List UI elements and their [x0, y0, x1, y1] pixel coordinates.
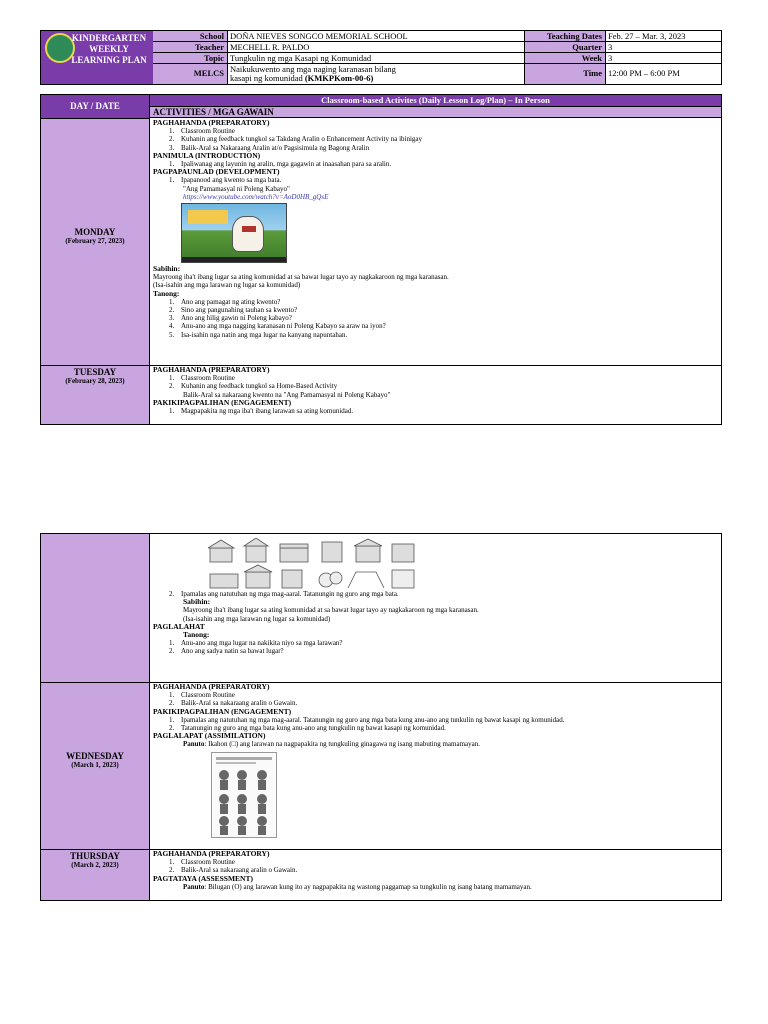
thursday-label: THURSDAY — [70, 851, 120, 861]
video-thumbnail[interactable] — [181, 203, 287, 263]
tuesday-content: PAGHAHANDA (PREPARATORY) 1. Classroom Routine 2. Kuhanin ang feedback tungkol sa Home-Based Activity Balik-Aral sa nakaraang kwento na "Ang Pamamasyal ni Poleng Kabayo" PAKIKIPAGPALIHAN (ENGAGEMENT) 1. Magpapakita ng mga iba't ibang larawan sa ating komunidad. — [153, 366, 391, 416]
wednesday-content: PAGHAHANDA (PREPARATORY) 1. Classroom Routine 2. Balik-Aral sa nakaraang aralin o Gawain. PAKIKIPAGPALIHAN (ENGAGEMENT) 1. Ipamalas ang natutuhan ng mga mag-aaral. Tatanungin ng guro ang mga bata kung anu-ano ang tunkulin ng bawat kasapi ng komunidad. 2. Tatanungin ng guro ang mga bata kung anu-ano ang tungkulin ng bawat kasapi ng komunidad. PAGLALAPAT (ASSIMILATION) Panuto: Ikahon (□) ang larawan na nagpapakita ng tungkuling ginagawa ng isang mabuting mamamayan. — [150, 683, 721, 850]
quarter-label: Quarter — [525, 42, 605, 53]
tuesday-cell — [41, 366, 150, 424]
teacher-label: Teacher — [153, 42, 227, 53]
wednesday-label: WEDNESDAY — [66, 751, 124, 761]
park-icon — [319, 572, 342, 587]
hospital-icon — [392, 544, 414, 562]
tuesday-date: (February 28, 2023) — [65, 377, 125, 385]
dates-value: Feb. 27 – Mar. 3, 2023 — [606, 31, 721, 42]
quarter-value: 3 — [606, 42, 721, 53]
plan-table-page-2 — [40, 533, 722, 901]
dates-label: Teaching Dates — [525, 31, 605, 42]
melcs-label: MELCS — [193, 68, 224, 78]
youtube-link[interactable]: https://www.youtube.com/watch?v=AoD0HB_gQsE — [183, 192, 329, 201]
time-label: Time — [583, 68, 602, 78]
plan-table-page-1 — [40, 94, 722, 425]
playground-icon — [348, 572, 384, 588]
melcs-code: (KMKPKom-00-6) — [304, 73, 374, 83]
hall-icon — [354, 539, 382, 562]
wednesday-cell — [41, 683, 150, 850]
school-icon — [280, 544, 308, 562]
thursday-date: (March 2, 2023) — [71, 861, 119, 869]
time-value: 12:00 PM – 6:00 PM — [608, 68, 680, 78]
title-block — [41, 31, 154, 84]
monday-label: MONDAY — [74, 227, 116, 237]
store-icon — [322, 542, 342, 562]
market-icon — [210, 574, 238, 588]
topic-value: Tungkulin ng mga Kasapi ng Komunidad — [228, 53, 524, 64]
title-line-3: LEARNING PLAN — [71, 55, 147, 65]
worksheet-image — [211, 752, 277, 838]
topic-label: Topic — [153, 53, 227, 64]
week-value: 3 — [606, 53, 721, 64]
monday-content: PAGHAHANDA (PREPARATORY) 1. Classroom Routine 2. Kuhanin ang feedback tungkol sa Takdang Aralin o Enhancement Activity na ibinigay 3. Balik-Aral sa Nakaraang Aralin at/o Pagsisimula ng Bagong Aralin PANIMULA (INTRODUCTION) 1. Ipaliwanag ang layunin ng aralin, mga gagawin at inaasahan para sa aralin. PAGPAPAUNLAD (DEVELOPMENT) 1. Ipapanood ang kwento sa mga bata. "Ang Pamamasyal ni Poleng Kabayo" https://www.youtube.com/watch?v=AoD0HB_gQsE Sabihin: Mayroong iba't ibang lugar sa ating komunidad at sa bawat lugar tayo ay nagkakaroon ng mga karanasan. (Isa-isahin ang mga larawan ng lugar sa komunidad) Tanong: 1. Ano ang pamagat ng ating kwento? 2. Sino ang pangunahing tauhan sa kwento? 3. Ano ang hilig gawin ni Poleng kabayo? 4. Anu-ano ang mga nagging karanasan ni Poleng Kabayo sa araw na iyon? 5. Isa-isahin nga natin ang mga lugar na kanyang napuntahan. — [150, 119, 721, 366]
header-table — [40, 30, 722, 85]
school-value: DOÑA NIEVES SONGCO MEMORIAL SCHOOL — [228, 31, 524, 42]
title-line-2: WEEKLY — [89, 44, 129, 54]
police-icon — [244, 565, 272, 588]
tuesday-cont-cell — [41, 534, 150, 683]
church-icon — [244, 538, 268, 562]
thursday-cell — [41, 850, 150, 900]
tuesday-cont-content: 2. Ipamalas ang natutuhan ng mga mag-aaral. Tatanungin ng guro ang mga bata. Sabihin: Mayroong iba't ibang lugar sa ating komunidad at sa bawat lugar tayo ay nagkakaroon ng mga karanasan. (Isa-isahin ang mga larawan ng lugar sa komunidad) PAGLALAHAT Tanong: 1. Anu-ano ang mga lugar na nakikita niyo sa mga larawan? 2. Ano ang sadya natin sa bawat lugar? — [150, 534, 721, 683]
bakery-icon — [282, 570, 302, 588]
week-label: Week — [525, 53, 605, 64]
sub-header: ACTIVITIES / MGA GAWAIN — [150, 107, 721, 118]
title-line-1: KINDERGARTEN — [71, 33, 147, 43]
monday-date: (February 27, 2023) — [65, 237, 125, 245]
monday-cell — [41, 119, 150, 366]
thursday-content: PAGHAHANDA (PREPARATORY) 1. Classroom Routine 2. Balik-Aral sa nakaraang aralin o Gawain. PAGTATAYA (ASSESSMENT) Panuto: Bilugan (O) ang larawan kung ito ay nagpapakita ng wastong paggamap sa tungkulin ng isang batang mamamayan. — [153, 850, 532, 891]
melcs-value: Naikukuwento ang mga naging karanasan bilang kasapi ng komunidad (KMKPKom-00-6) — [230, 64, 396, 83]
wednesday-date: (March 1, 2023) — [71, 761, 119, 769]
house-icon — [208, 540, 234, 562]
top-header: Classroom-based Activites (Daily Lesson Log/Plan) – In Person — [150, 95, 721, 107]
day-date-header: DAY / DATE — [41, 95, 150, 119]
teacher-value: MECHELL R. PALDO — [228, 42, 524, 53]
school-label: School — [153, 31, 227, 42]
tuesday-label: TUESDAY — [73, 367, 117, 377]
community-places-images — [208, 538, 418, 590]
library-icon — [392, 570, 414, 588]
